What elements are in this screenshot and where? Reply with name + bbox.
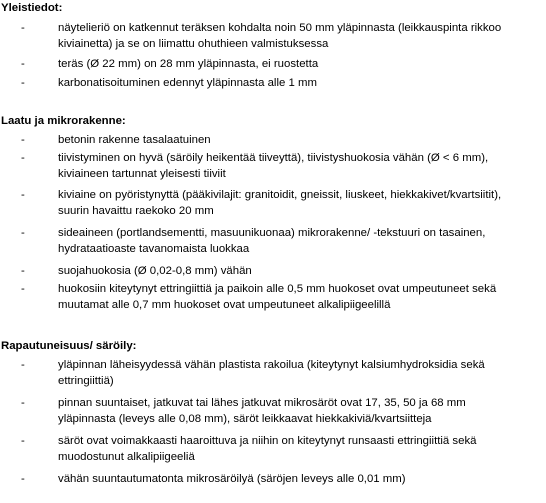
bullet-dash: - [21,58,25,70]
list-item-text: pinnan suuntaiset, jatkuvat tai lähes jatkuvat mikrosäröt ovat 17, 35, 50 ja 68 mm yläpinnasta (leveys alle 0,08 mm), säröt leikkaavat hiekkakiviä/kvartsiitteja [58,397,466,425]
list-item-text: säröt ovat voimakkaasti haaroittuva ja niihin on kiteytynyt runsaasti ettringiittiä sekä muodostunut alkalipiigeeliä [58,435,477,463]
section-heading-quality: Laatu ja mikrorakenne: [1,115,126,127]
section-heading-deterioration: Rapautuneisuus/ säröily: [1,340,137,352]
bullet-dash: - [21,283,25,295]
list-item-text: huokosiin kiteytynyt ettringiittiä ja paikoin alle 0,5 mm huokoset ovat umpeutuneet sekä muutamat alle 0,7 mm huokoset ovat umpeutuneet alkalipiigeelillä [58,283,497,311]
list-item-text: teräs (Ø 22 mm) on 28 mm yläpinnasta, ei ruostetta [58,58,319,70]
list-item-text: suojahuokosia (Ø 0,02-0,8 mm) vähän [58,265,252,277]
bullet-dash: - [21,22,25,34]
bullet-dash: - [21,77,25,89]
section-heading-general: Yleistiedot: [1,2,63,14]
bullet-dash: - [21,227,25,239]
bullet-dash: - [21,265,25,277]
list-item-text: näytelieriö on katkennut teräksen kohdalta noin 50 mm yläpinnasta (leikkauspinta rikkoo kiviainetta) ja se on liimattu ohuthieen valmistuksessa [58,22,502,50]
list-item-text: betonin rakenne tasalaatuinen [58,134,211,146]
bullet-dash: - [21,189,25,201]
bullet-dash: - [21,397,25,409]
list-item-text: yläpinnan läheisyydessä vähän plastista rakoilua (kiteytynyt kalsiumhydroksidia sekä ettringiittiä) [58,359,485,387]
list-item-text: tiivistyminen on hyvä (säröily heikentää tiiveyttä), tiivistyshuokosia vähän (Ø < 6 mm), kiviaineen tartunnat yleisesti tiiviit [58,152,489,180]
list-item-text: karbonatisoituminen edennyt yläpinnasta alle 1 mm [58,77,317,89]
list-item-text: kiviaine on pyöristynyttä (pääkivilajit: granitoidit, gneissit, liuskeet, hiekkakivet/kvartsiitit), suurin havaittu raekoko 20 mm [58,189,502,217]
list-item-text: sideaineen (portlandsementti, masuunikuonaa) mikrorakenne/ -tekstuuri on tasainen, hydrataatioaste tavanomaista luokkaa [58,227,486,255]
bullet-dash: - [21,435,25,447]
bullet-dash: - [21,473,25,485]
bullet-dash: - [21,152,25,164]
bullet-dash: - [21,359,25,371]
bullet-dash: - [21,134,25,146]
list-item-text: vähän suuntautumatonta mikrosäröilyä (säröjen leveys alle 0,01 mm) [58,473,406,485]
